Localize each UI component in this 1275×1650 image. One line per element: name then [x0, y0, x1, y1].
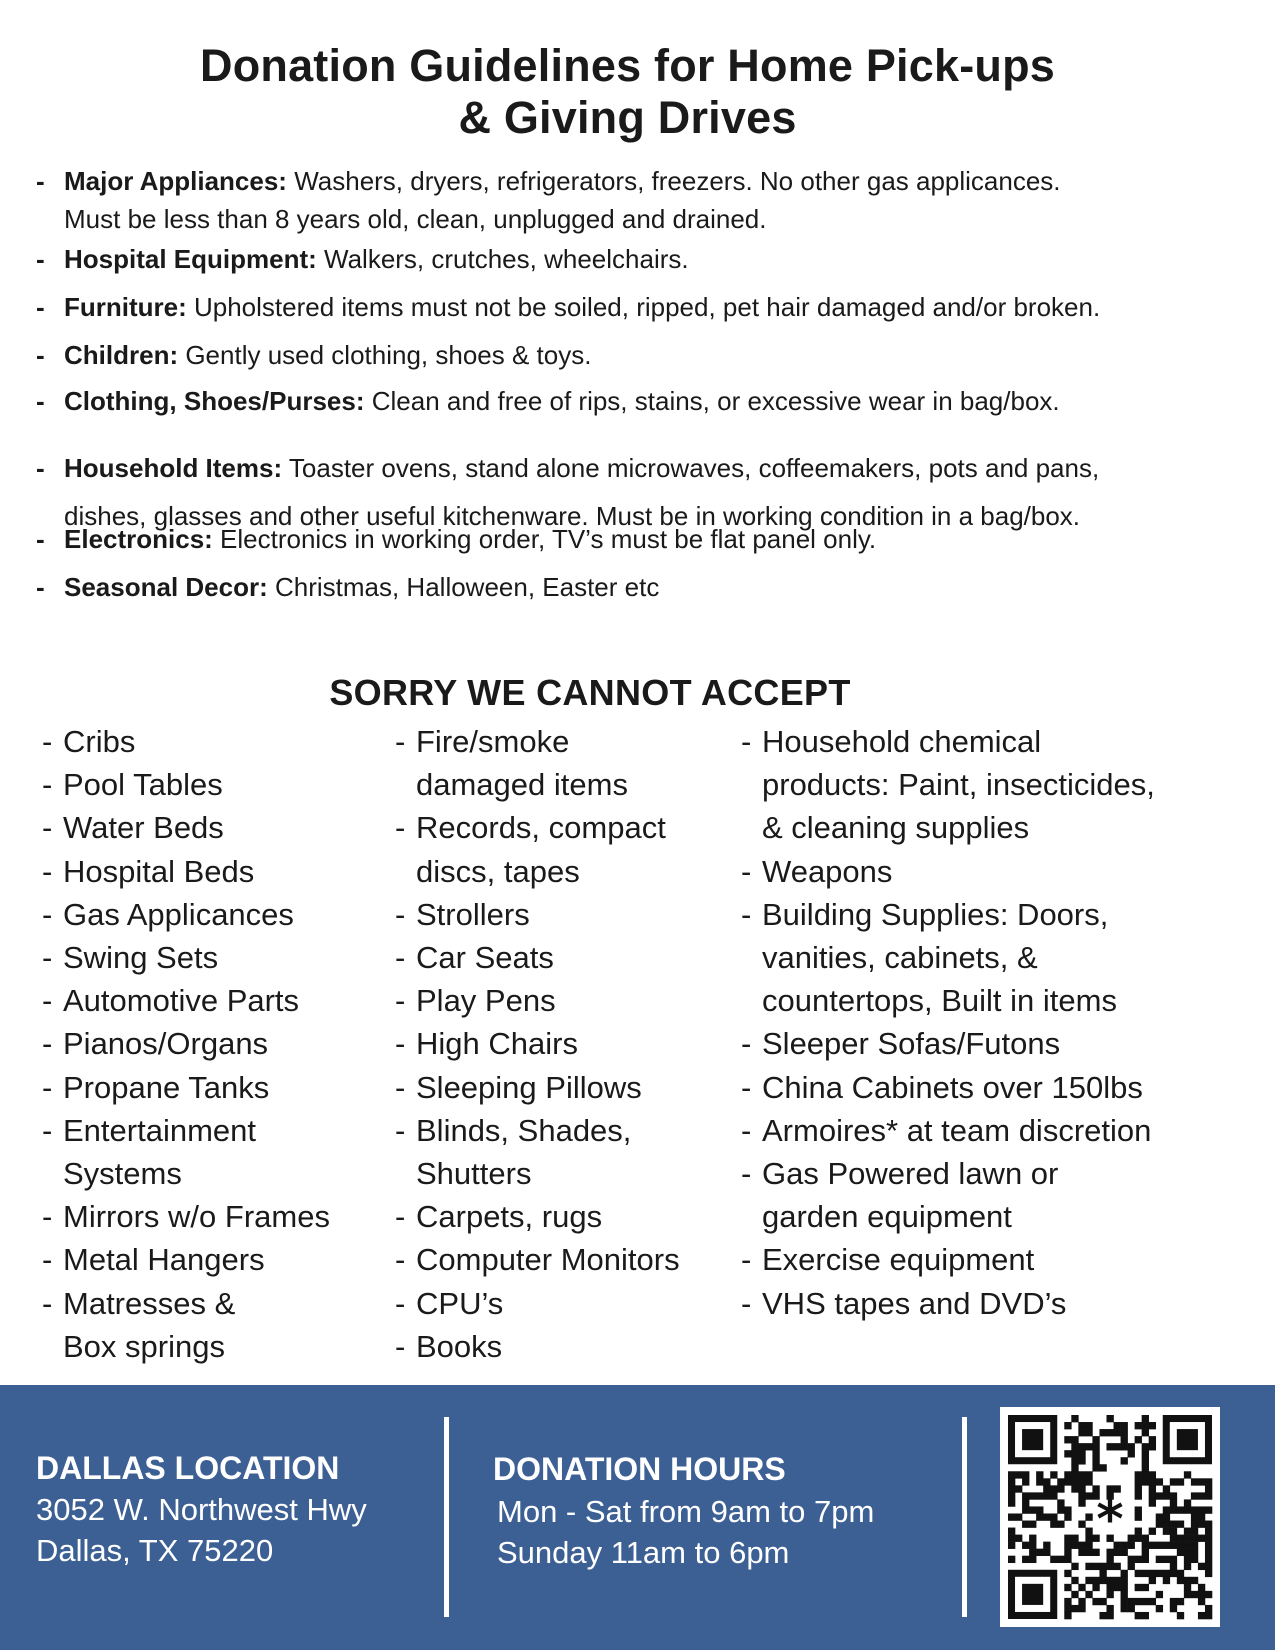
excluded-item — [395, 979, 680, 1022]
bullet-dash: - — [395, 1242, 406, 1278]
location-heading: DALLAS LOCATION — [36, 1450, 340, 1486]
guideline-label: Furniture: — [64, 292, 187, 322]
bullet-dash: - — [741, 1069, 752, 1105]
bullet-dash: - — [36, 292, 45, 322]
hours-line-2: Sunday 11am to 6pm — [497, 1535, 790, 1570]
excluded-item-line: Strollers — [416, 896, 530, 932]
bullet-dash: - — [741, 1112, 752, 1148]
excluded-item-line: Household chemical — [762, 724, 1042, 759]
excluded-item-line: Exercise equipment — [762, 1242, 1035, 1278]
title-line-1: Donation Guidelines for Home Pick-ups — [200, 40, 1055, 91]
bullet-dash: - — [36, 453, 45, 483]
excluded-item — [741, 720, 1155, 850]
excluded-item-line: Pianos/Organs — [63, 1026, 269, 1062]
excluded-item-line: damaged items — [416, 767, 628, 803]
excluded-item — [741, 1282, 1155, 1325]
excluded-item-line: Blinds, Shades, — [416, 1112, 632, 1148]
excluded-item-line: Propane Tanks — [63, 1069, 270, 1105]
guideline-text: Washers, dryers, refrigerators, freezers. No other gas applicances. — [286, 166, 1061, 196]
guideline-item — [36, 568, 659, 606]
bullet-dash: - — [741, 853, 752, 889]
bullet-dash: - — [36, 572, 45, 602]
hours-heading: DONATION HOURS — [493, 1451, 786, 1487]
excluded-item — [741, 850, 1155, 893]
guideline-item — [36, 288, 1100, 326]
excluded-item — [42, 893, 330, 936]
excluded-item-line: China Cabinets over 150lbs — [762, 1069, 1143, 1105]
excluded-item — [42, 1195, 330, 1238]
guideline-continuation: dishes, glasses and other useful kitchenware. Must be in working condition in a bag/box. — [64, 501, 1081, 531]
bullet-dash: - — [36, 166, 45, 196]
bullet-dash: - — [42, 1199, 53, 1235]
excluded-item-line: Swing Sets — [63, 940, 219, 976]
excluded-item-line: CPU’s — [416, 1285, 504, 1321]
excluded-item — [741, 1109, 1155, 1152]
bullet-dash: - — [42, 853, 53, 889]
excluded-item-line: garden equipment — [762, 1199, 1012, 1235]
excluded-item — [42, 1238, 330, 1281]
bullet-dash: - — [395, 1199, 406, 1235]
excluded-item-line: countertops, Built in items — [762, 983, 1117, 1019]
cannot-accept-column-1 — [42, 720, 330, 1368]
excluded-item — [395, 1195, 680, 1238]
excluded-item-line: Sleeper Sofas/Futons — [762, 1026, 1061, 1062]
excluded-item — [42, 979, 330, 1022]
bullet-dash: - — [42, 1242, 53, 1278]
excluded-item-line: VHS tapes and DVD’s — [762, 1285, 1067, 1321]
footer-divider-2 — [962, 1417, 967, 1617]
excluded-item-line: Car Seats — [416, 940, 554, 976]
bullet-dash: - — [42, 896, 53, 932]
bullet-dash: - — [395, 810, 406, 846]
excluded-item-line: Books — [416, 1328, 503, 1364]
guideline-label: Seasonal Decor: — [64, 572, 268, 602]
excluded-item — [42, 806, 330, 849]
excluded-item — [42, 1109, 330, 1195]
excluded-item-line: products: Paint, insecticides, — [762, 767, 1155, 803]
excluded-item-line: Weapons — [762, 853, 893, 889]
guideline-item — [36, 382, 1060, 420]
bullet-dash: - — [395, 1026, 406, 1062]
excluded-item — [395, 893, 680, 936]
excluded-item — [42, 1282, 330, 1368]
guideline-item — [36, 336, 591, 374]
excluded-item — [395, 1282, 680, 1325]
guideline-text: Christmas, Halloween, Easter etc — [267, 572, 660, 602]
guideline-label: Electronics: — [64, 524, 213, 554]
footer-bar — [0, 1385, 1275, 1650]
guideline-text: Electronics in working order, TV’s must be flat panel only. — [212, 524, 877, 554]
excluded-item — [42, 763, 330, 806]
excluded-item-line: discs, tapes — [416, 853, 580, 889]
bullet-dash: - — [395, 940, 406, 976]
bullet-dash: - — [741, 1242, 752, 1278]
excluded-item-line: Gas Powered lawn or — [762, 1156, 1059, 1192]
excluded-item-line: Armoires* at team discretion — [762, 1112, 1152, 1148]
bullet-dash: - — [395, 1285, 406, 1321]
excluded-item-line: Entertainment — [63, 1112, 256, 1148]
excluded-item-line: Matresses & — [63, 1285, 236, 1321]
guideline-continuation: Must be less than 8 years old, clean, unplugged and drained. — [64, 204, 767, 234]
excluded-item — [395, 1238, 680, 1281]
bullet-dash: - — [741, 1156, 752, 1192]
excluded-item-line: Play Pens — [416, 983, 556, 1019]
bullet-dash: - — [42, 983, 53, 1019]
excluded-item — [42, 936, 330, 979]
bullet-dash: - — [42, 810, 53, 846]
bullet-dash: - — [42, 767, 53, 803]
bullet-dash: - — [395, 1112, 406, 1148]
guideline-text: Gently used clothing, shoes & toys. — [178, 340, 592, 370]
page-title — [0, 40, 1255, 144]
excluded-item — [42, 1066, 330, 1109]
cannot-accept-heading: SORRY WE CANNOT ACCEPT — [329, 672, 851, 713]
excluded-item-line: Carpets, rugs — [416, 1199, 603, 1235]
excluded-item-line: Automotive Parts — [63, 983, 300, 1019]
excluded-item-line: Water Beds — [63, 810, 224, 846]
excluded-item-line: High Chairs — [416, 1026, 578, 1062]
excluded-item-line: Computer Monitors — [416, 1242, 680, 1278]
guideline-label: Major Appliances: — [64, 166, 287, 196]
excluded-item — [395, 806, 680, 892]
bullet-dash: - — [741, 896, 752, 932]
excluded-item — [395, 1109, 680, 1195]
bullet-dash: - — [42, 724, 53, 759]
excluded-item — [395, 1066, 680, 1109]
guideline-item — [36, 520, 876, 558]
guideline-label: Clothing, Shoes/Purses: — [64, 386, 365, 416]
excluded-item-line: Hospital Beds — [63, 853, 255, 889]
cannot-accept-column-2 — [395, 720, 680, 1368]
bullet-dash: - — [36, 244, 45, 274]
bullet-dash: - — [741, 724, 752, 759]
excluded-item-line: Mirrors w/o Frames — [63, 1199, 330, 1235]
hours-line-1: Mon - Sat from 9am to 7pm — [497, 1494, 875, 1529]
bullet-dash: - — [395, 1328, 406, 1364]
bullet-dash: - — [395, 1069, 406, 1105]
excluded-item — [741, 1022, 1155, 1065]
excluded-item — [395, 1325, 680, 1368]
bullet-dash: - — [395, 724, 406, 759]
title-line-2: & Giving Drives — [458, 92, 797, 143]
excluded-item-line: Fire/smoke — [416, 724, 570, 759]
excluded-item — [741, 1152, 1155, 1238]
address-line-2: Dallas, TX 75220 — [36, 1533, 274, 1568]
excluded-item — [741, 893, 1155, 1023]
excluded-item — [395, 936, 680, 979]
qr-code-icon[interactable] — [1000, 1407, 1220, 1627]
address-line-1: 3052 W. Northwest Hwy — [36, 1492, 367, 1527]
excluded-item-line: Records, compact — [416, 810, 666, 846]
excluded-item-line: vanities, cabinets, & — [762, 940, 1038, 976]
excluded-item-line: Metal Hangers — [63, 1242, 265, 1278]
excluded-item-line: Sleeping Pillows — [416, 1069, 642, 1105]
excluded-item-line: & cleaning supplies — [762, 810, 1030, 846]
bullet-dash: - — [395, 983, 406, 1019]
excluded-item-line: Systems — [63, 1156, 182, 1192]
excluded-item-line: Shutters — [416, 1156, 532, 1192]
excluded-item-line: Building Supplies: Doors, — [762, 896, 1109, 932]
excluded-item — [741, 1238, 1155, 1281]
bullet-dash: - — [741, 1026, 752, 1062]
bullet-dash: - — [42, 1112, 53, 1148]
guideline-text: Toaster ovens, stand alone microwaves, coffeemakers, pots and pans, — [282, 453, 1100, 483]
bullet-dash: - — [42, 1069, 53, 1105]
excluded-item — [42, 1022, 330, 1065]
cannot-accept-column-3 — [741, 720, 1155, 1325]
footer-divider-1 — [444, 1417, 449, 1617]
bullet-dash: - — [36, 524, 45, 554]
guideline-text: Clean and free of rips, stains, or excessive wear in bag/box. — [364, 386, 1060, 416]
excluded-item — [395, 720, 680, 806]
excluded-item — [395, 1022, 680, 1065]
guideline-item — [36, 240, 689, 278]
excluded-item-line: Pool Tables — [63, 767, 223, 803]
guideline-label: Children: — [64, 340, 179, 370]
bullet-dash: - — [741, 1285, 752, 1321]
excluded-item — [42, 720, 330, 763]
excluded-item-line: Box springs — [63, 1328, 225, 1364]
guideline-label: Hospital Equipment: — [64, 244, 317, 274]
excluded-item — [42, 850, 330, 893]
guideline-text: Upholstered items must not be soiled, ripped, pet hair damaged and/or broken. — [186, 292, 1101, 322]
guideline-label: Household Items: — [64, 453, 283, 483]
excluded-item-line: Cribs — [63, 724, 136, 759]
bullet-dash: - — [42, 1285, 53, 1321]
excluded-item-line: Gas Applicances — [63, 896, 294, 932]
bullet-dash: - — [42, 940, 53, 976]
bullet-dash: - — [395, 896, 406, 932]
bullet-dash: - — [36, 340, 45, 370]
svg-text:*: * — [1096, 1490, 1124, 1550]
excluded-item — [741, 1066, 1155, 1109]
guideline-item — [36, 162, 1061, 238]
bullet-dash: - — [36, 386, 45, 416]
bullet-dash: - — [42, 1026, 53, 1062]
guideline-text: Walkers, crutches, wheelchairs. — [316, 244, 689, 274]
